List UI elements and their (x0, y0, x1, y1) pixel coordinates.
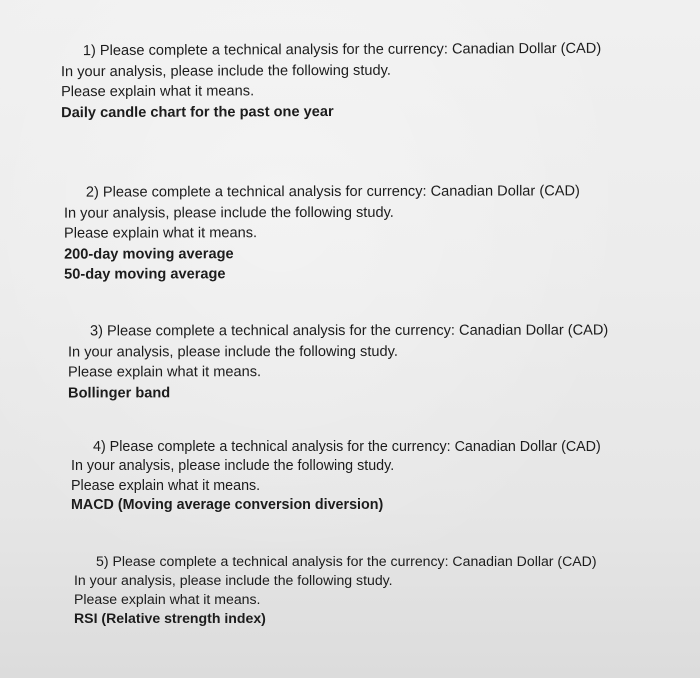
question-1-instruction: In your analysis, please include the following study. (60, 62, 391, 80)
question-2-study-2: 50-day moving average (64, 266, 226, 283)
question-2-study-1: 200-day moving average (64, 245, 234, 263)
question-4-heading: 4) Please complete a technical analysis for the currency: Canadian Dollar (CAD) (93, 439, 601, 455)
question-2-heading: 2) Please complete a technical analysis for currency: Canadian Dollar (CAD) (85, 183, 580, 201)
question-1-explain: Please explain what it means. (61, 83, 255, 101)
question-5-explain: Please explain what it means. (74, 590, 261, 607)
question-2 (64, 181, 580, 285)
question-3 (68, 321, 608, 404)
question-4-explain: Please explain what it means. (71, 477, 261, 494)
question-4-study: MACD (Moving average conversion diversion) (71, 496, 384, 513)
question-3-instruction: In your analysis, please include the following study. (67, 343, 398, 360)
question-3-explain: Please explain what it means. (68, 364, 262, 381)
question-2-instruction: In your analysis, please include the following study. (63, 204, 394, 222)
question-5 (74, 552, 597, 628)
question-5-heading: 5) Please complete a technical analysis for the currency: Canadian Dollar (CAD) (96, 553, 597, 569)
question-5-instruction: In your analysis, please include the following study. (74, 571, 393, 588)
question-3-study: Bollinger band (68, 384, 171, 401)
question-1-study: Daily candle chart for the past one year (61, 103, 334, 121)
question-3-heading: 3) Please complete a technical analysis for the currency: Canadian Dollar (CAD) (89, 322, 609, 340)
question-2-explain: Please explain what it means. (63, 225, 258, 242)
question-1-heading: 1) Please complete a technical analysis for the currency: Canadian Dollar (CAD) (82, 40, 602, 60)
question-5-study: RSI (Relative strength index) (74, 609, 266, 626)
question-4-instruction: In your analysis, please include the following study. (71, 458, 395, 475)
question-1 (61, 39, 602, 123)
question-4 (71, 438, 601, 515)
